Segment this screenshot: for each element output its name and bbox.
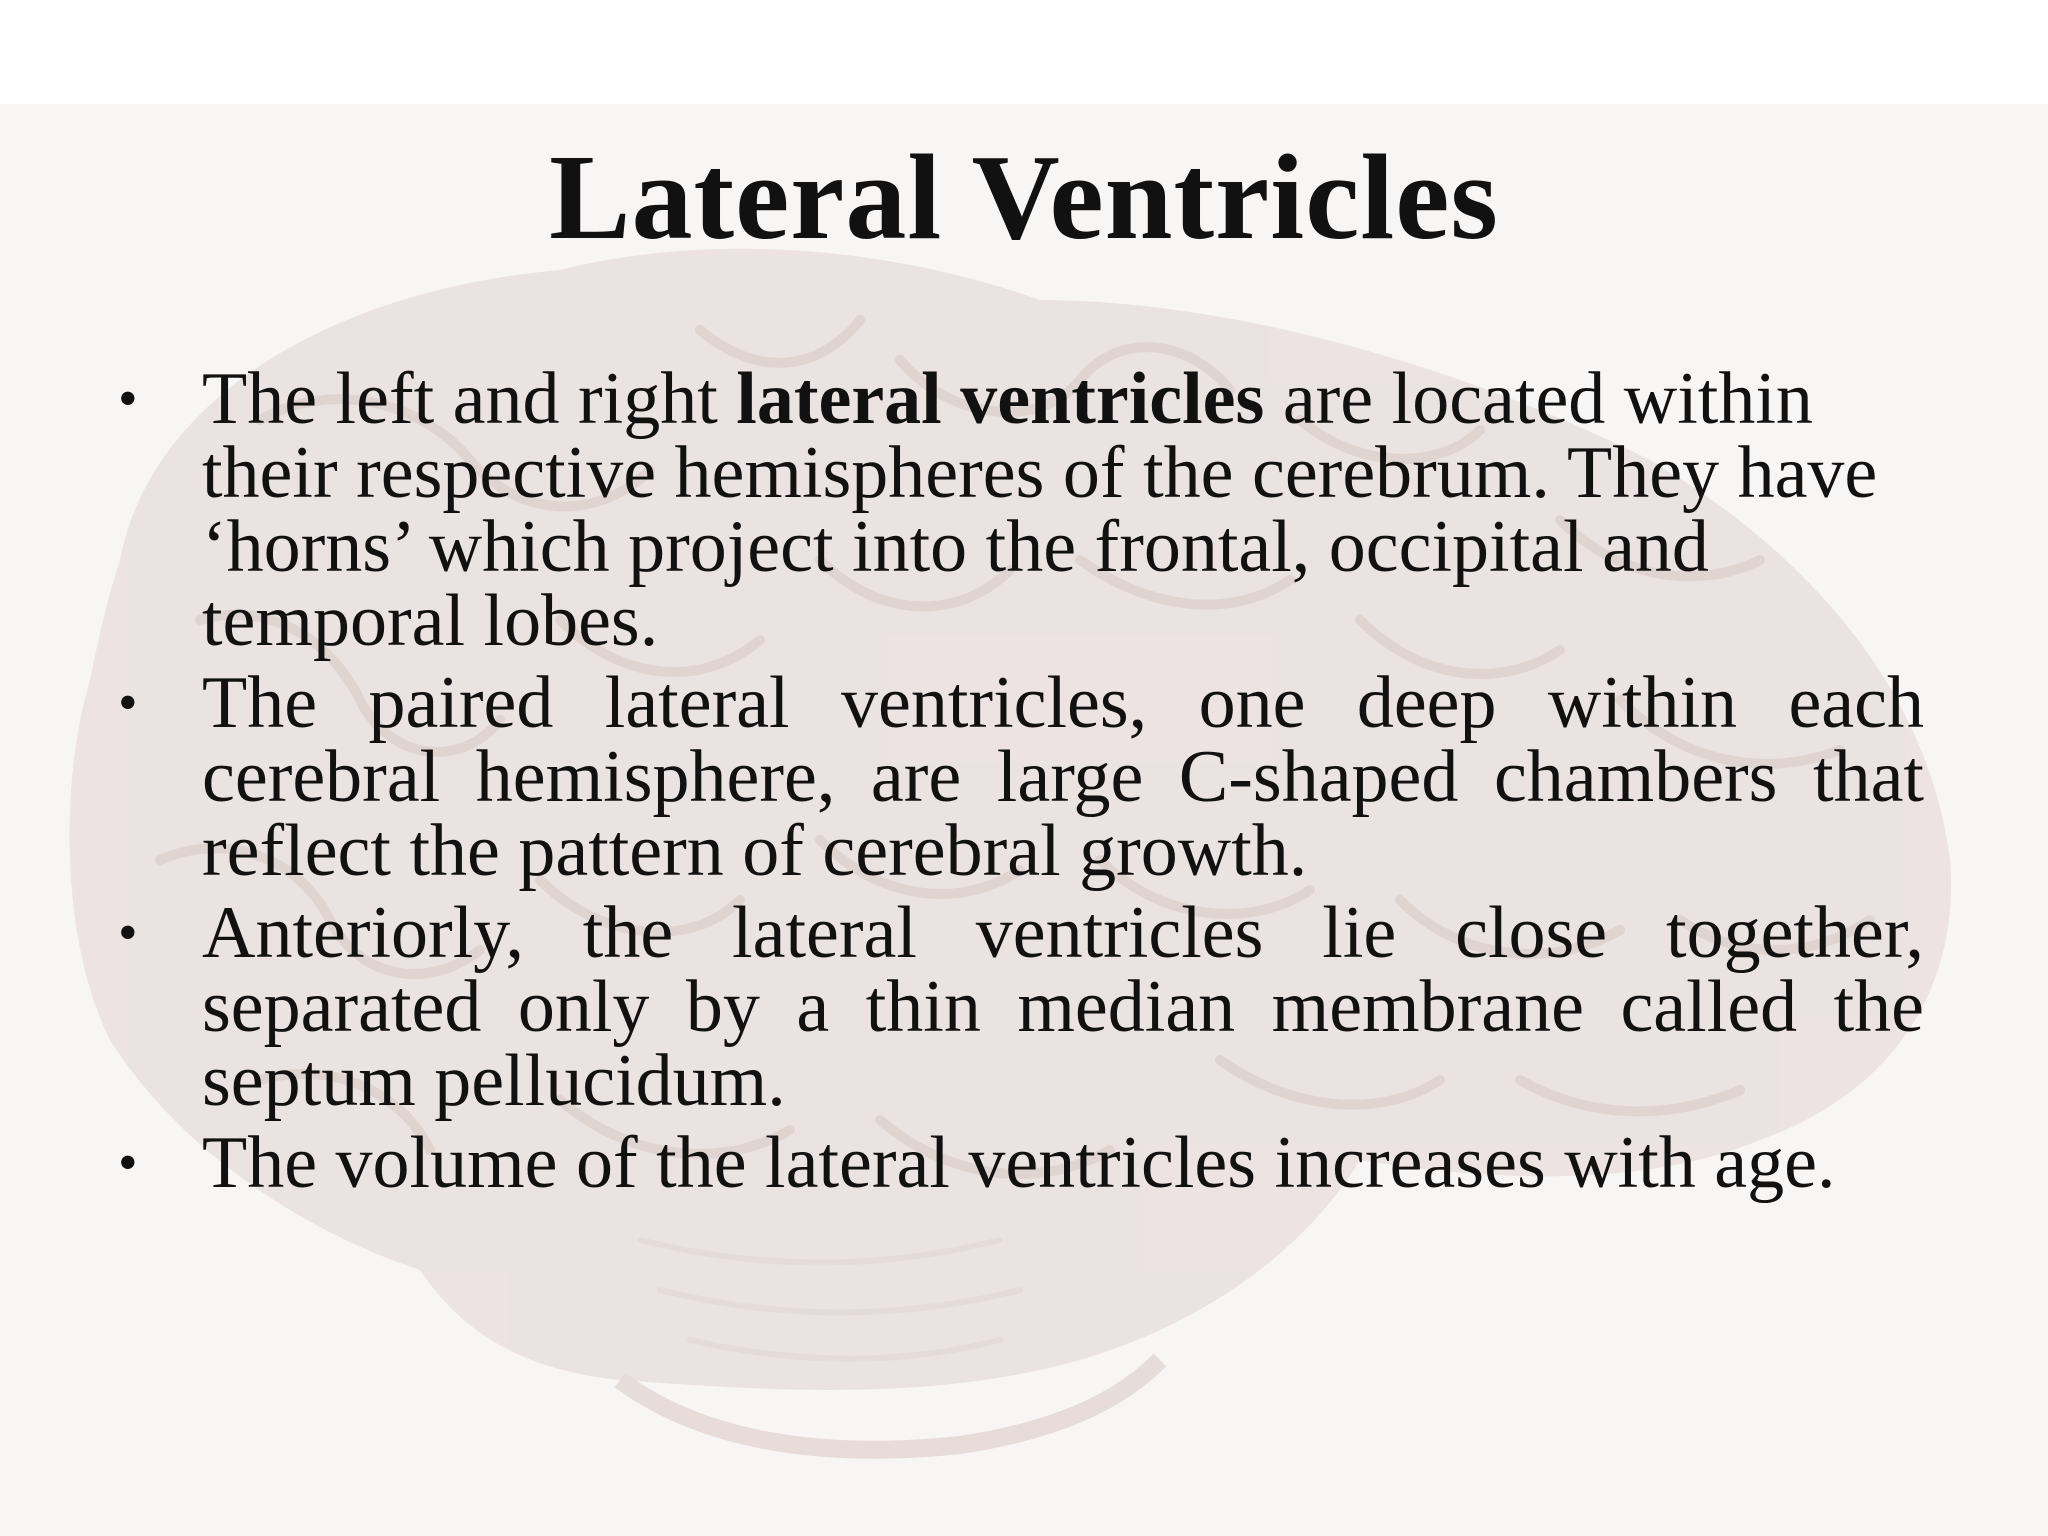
bullet-text: are located within their respective hemispheres of the cerebrum. They have ‘horns’ which project into the frontal, occipital and temporal lobes. — [202, 358, 1878, 662]
bullet-dot: • — [118, 1132, 138, 1194]
bullet-item — [118, 892, 1924, 1122]
bullet-item — [118, 358, 1924, 662]
bullet-text: The volume of the lateral ventricles increases with age. — [202, 1122, 1836, 1204]
bullet-dot: • — [118, 672, 138, 734]
bullet-dot: • — [118, 368, 138, 430]
bullet-item — [118, 662, 1924, 892]
bullet-text: The left and right — [202, 358, 737, 440]
bullet-text: Anteriorly, the lateral ventricles lie close together, separated only by a thin median membrane called the septum pellucidum. — [202, 892, 1924, 1122]
bullet-item — [118, 1122, 1924, 1204]
bullet-dot: • — [118, 902, 138, 964]
bullet-text: The paired lateral ventricles, one deep within each cerebral hemisphere, are large C-shaped chambers that reflect the pattern of cerebral growth. — [202, 662, 1924, 892]
bullet-bold-term: lateral ventricles — [736, 358, 1265, 440]
bullet-list — [118, 358, 1924, 1208]
slide-title: Lateral Ventricles — [549, 130, 1499, 265]
